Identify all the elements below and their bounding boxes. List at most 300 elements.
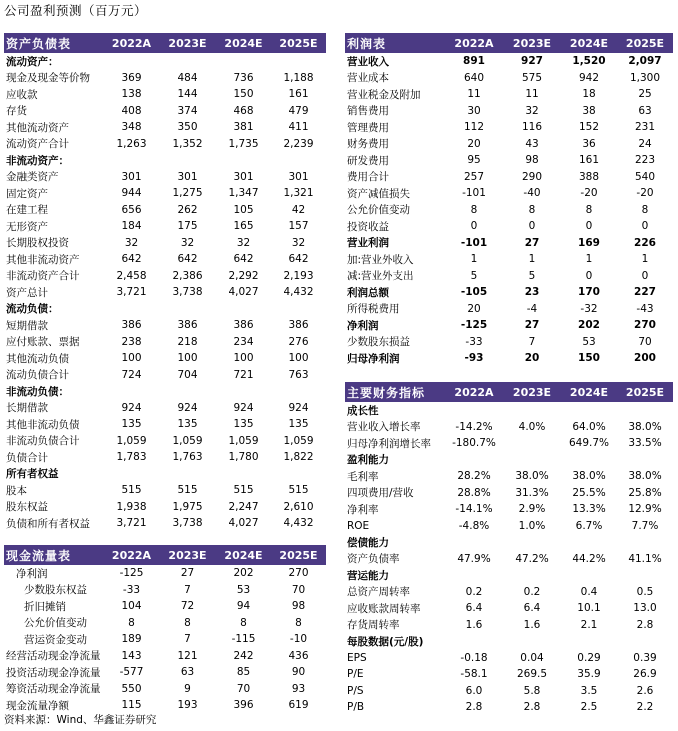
cell-value: 6.0 <box>465 684 483 697</box>
row-label: 无形资产 <box>6 220 48 233</box>
section-header-row <box>4 53 326 70</box>
cell-value <box>445 534 503 551</box>
cell-value <box>503 534 561 551</box>
row-label: 营业成本 <box>347 72 389 85</box>
cell-value: 1,059 <box>228 434 259 447</box>
cell-value: 8 <box>128 616 135 629</box>
cell-value: 8 <box>295 616 302 629</box>
cell-value <box>159 53 216 70</box>
cell-value: 20 <box>524 352 540 365</box>
row-label: 经营活动现金净流量 <box>6 650 101 663</box>
cell-value: 28.2% <box>457 470 491 483</box>
row-label: 成长性 <box>347 404 379 417</box>
cell-value <box>271 301 326 318</box>
cell-value: 1,188 <box>283 71 314 84</box>
cell-value: 1,059 <box>116 434 147 447</box>
row-label: 所有者权益 <box>6 468 59 481</box>
cell-value: 63 <box>180 666 195 679</box>
cell-value: 515 <box>177 484 198 497</box>
table-row <box>345 485 673 502</box>
table-row <box>4 70 326 87</box>
row-label: 归母净利润增长率 <box>347 437 431 450</box>
table-row <box>4 251 326 268</box>
cell-value: -14.2% <box>455 420 493 433</box>
cell-value <box>617 452 673 469</box>
cell-value: 1.0% <box>518 519 546 532</box>
row-label: 现金及现金等价物 <box>6 72 90 85</box>
cell-value <box>561 534 617 551</box>
cell-value: 24 <box>638 137 652 150</box>
cell-value: 36 <box>582 137 596 150</box>
cell-value: 1,938 <box>116 500 147 513</box>
cell-value: 0 <box>585 220 593 233</box>
cell-value: 515 <box>121 484 142 497</box>
row-label: 加:营业外收入 <box>347 253 414 266</box>
cell-value: 32 <box>291 236 306 249</box>
year-header: 2022A <box>104 33 159 53</box>
cell-value: 32 <box>525 104 539 117</box>
cell-value: -115 <box>231 633 256 646</box>
cell-value: 20 <box>467 302 481 315</box>
row-label: 在建工程 <box>6 204 48 217</box>
cell-value: 924 <box>233 401 254 414</box>
cell-value: 1,520 <box>572 55 606 68</box>
row-label: 公允价值变动 <box>24 617 87 630</box>
cell-value <box>617 402 673 419</box>
cell-value: 1,783 <box>116 451 147 464</box>
cell-value: 1,347 <box>228 187 259 200</box>
cell-value: 53 <box>236 583 251 596</box>
table-row <box>345 268 673 285</box>
row-label: 研发费用 <box>347 154 389 167</box>
cell-value: 301 <box>233 170 254 183</box>
cell-value: 257 <box>463 170 485 183</box>
cell-value: -32 <box>580 302 598 315</box>
cell-value: 1,780 <box>228 451 259 464</box>
table-row <box>345 650 673 667</box>
cell-value: 1,763 <box>172 451 203 464</box>
cell-value: -10 <box>289 633 308 646</box>
cell-value: 924 <box>177 401 198 414</box>
table-row <box>345 518 673 535</box>
cell-value: 5 <box>528 269 536 282</box>
cell-value: 44.2% <box>572 552 606 565</box>
cell-value: 640 <box>463 71 485 84</box>
cell-value: 396 <box>233 699 254 712</box>
cell-value: 2,610 <box>283 500 314 513</box>
cell-value: 736 <box>233 71 254 84</box>
table-title: 现金流量表 <box>4 545 104 565</box>
cell-value <box>104 53 159 70</box>
row-label: 营业利润 <box>347 237 389 250</box>
cell-value: 0.4 <box>580 585 598 598</box>
row-label: 折旧摊销 <box>24 600 66 613</box>
cell-value: 100 <box>288 352 309 365</box>
cell-value: 202 <box>233 567 254 580</box>
cell-value: 135 <box>121 418 142 431</box>
table-row <box>4 664 326 681</box>
cell-value: 25 <box>638 88 652 101</box>
cell-value: 1,975 <box>172 500 203 513</box>
cell-value <box>445 567 503 584</box>
cell-value: 3,738 <box>172 517 203 530</box>
cell-value: 0 <box>528 220 536 233</box>
table-row <box>345 251 673 268</box>
row-label: 非流动资产： <box>6 154 69 167</box>
cell-value: -20 <box>636 187 654 200</box>
cell-value <box>503 402 561 419</box>
cell-value: 189 <box>121 633 142 646</box>
cell-value: 1,352 <box>172 137 203 150</box>
row-label: 归母净利润 <box>347 352 400 365</box>
cell-value <box>159 383 216 400</box>
table-row <box>345 334 673 351</box>
cell-value: 386 <box>121 319 142 332</box>
cell-value: 4,027 <box>228 286 259 299</box>
cell-value: 724 <box>121 368 142 381</box>
cell-value: 270 <box>634 319 656 332</box>
cell-value: -4 <box>526 302 538 315</box>
row-label: 股东权益 <box>6 501 48 514</box>
cell-value: 157 <box>288 220 309 233</box>
row-label: 营业收入增长率 <box>347 421 421 434</box>
cell-value: 484 <box>177 71 198 84</box>
cell-value: 41.1% <box>628 552 662 565</box>
cell-value: -33 <box>465 335 483 348</box>
row-label: 资产负债率 <box>347 553 400 566</box>
cell-value <box>271 53 326 70</box>
cell-value: 38.0% <box>572 470 606 483</box>
cell-value: 3,721 <box>116 286 147 299</box>
cell-value: 135 <box>177 418 198 431</box>
cell-value: 1 <box>641 253 649 266</box>
year-header: 2022A <box>445 33 503 53</box>
cell-value: 7 <box>184 633 191 646</box>
cell-value: 98 <box>291 600 306 613</box>
cell-value: 4.0% <box>518 420 546 433</box>
cell-value: 2,386 <box>172 269 203 282</box>
cell-value: 25.5% <box>572 486 606 499</box>
row-label: 其他流动负债 <box>6 352 69 365</box>
cell-value: 301 <box>121 170 142 183</box>
cell-value: 25.8% <box>628 486 662 499</box>
table-row <box>4 268 326 285</box>
cell-value: 386 <box>233 319 254 332</box>
cell-value: 116 <box>521 121 543 134</box>
cell-value: 33.5% <box>628 437 662 450</box>
cell-value: 32 <box>180 236 195 249</box>
row-label: 投资收益 <box>347 220 389 233</box>
table-row <box>4 169 326 186</box>
cell-value: 575 <box>521 71 543 84</box>
cell-value: 2,247 <box>228 500 259 513</box>
cell-value: 0 <box>585 269 593 282</box>
cell-value: 8 <box>585 203 593 216</box>
year-header: 2023E <box>159 33 216 53</box>
row-label: 应收款 <box>6 88 38 101</box>
cell-value: 1,300 <box>629 71 661 84</box>
cell-value: 32 <box>124 236 139 249</box>
cell-value: 1.6 <box>523 618 541 631</box>
cell-value: 515 <box>233 484 254 497</box>
cell-value: 4,432 <box>283 286 314 299</box>
cell-value: 2,458 <box>116 269 147 282</box>
table-row <box>345 235 673 252</box>
table-row <box>345 666 673 683</box>
cell-value: 85 <box>236 666 251 679</box>
cell-value: 1,321 <box>283 187 314 200</box>
cell-value: 408 <box>121 104 142 117</box>
cell-value: -101 <box>460 236 488 249</box>
cell-value: 6.4 <box>465 602 483 615</box>
cell-value: 53 <box>582 335 596 348</box>
table-row <box>345 350 673 367</box>
cell-value: 100 <box>233 352 254 365</box>
cell-value: 193 <box>177 699 198 712</box>
cell-value: 3,721 <box>116 517 147 530</box>
cell-value: 227 <box>634 286 656 299</box>
cell-value: 924 <box>288 401 309 414</box>
cell-value: -43 <box>636 302 654 315</box>
cell-value: 100 <box>121 352 142 365</box>
table-row <box>4 615 326 632</box>
table-row <box>4 582 326 599</box>
row-label: 少数股东权益 <box>24 584 87 597</box>
row-label: 总资产周转率 <box>347 586 410 599</box>
table-row <box>345 501 673 518</box>
year-header: 2022A <box>445 382 503 402</box>
cell-value: 72 <box>180 600 195 613</box>
cell-value: 7 <box>528 335 536 348</box>
cell-value: -93 <box>464 352 484 365</box>
cell-value: 1,735 <box>228 137 259 150</box>
cell-value: 2.1 <box>580 618 598 631</box>
cell-value: -4.8% <box>458 519 490 532</box>
table-row <box>4 482 326 499</box>
cell-value: 891 <box>463 55 485 68</box>
table-row <box>4 565 326 582</box>
cell-value <box>271 152 326 169</box>
cell-value: 642 <box>233 253 254 266</box>
cell-value: 2,097 <box>628 55 662 68</box>
cell-value: 143 <box>121 649 142 662</box>
table-row <box>345 317 673 334</box>
row-label: ROE <box>347 519 370 532</box>
cell-value: 90 <box>291 666 306 679</box>
cell-value <box>503 435 561 452</box>
year-header: 2025E <box>271 545 326 565</box>
cell-value: 8 <box>528 203 536 216</box>
cash-flow-panel <box>4 545 326 714</box>
page-title: 公司盈利预测（百万元） <box>4 3 148 18</box>
row-label: 公允价值变动 <box>347 204 410 217</box>
cell-value: 152 <box>578 121 600 134</box>
cell-value <box>216 466 271 483</box>
cell-value: 2.8 <box>523 701 541 714</box>
cell-value: 47.9% <box>457 552 491 565</box>
cell-value: 0.39 <box>633 651 657 664</box>
cell-value <box>503 452 561 469</box>
table-row <box>345 551 673 568</box>
cell-value: 27 <box>524 236 540 249</box>
cell-value: 656 <box>121 203 142 216</box>
table-title: 利润表 <box>345 33 445 53</box>
year-header: 2024E <box>216 545 271 565</box>
row-label: 其他流动资产 <box>6 121 69 134</box>
cell-value: 161 <box>288 88 309 101</box>
cell-value: 2.5 <box>580 701 598 714</box>
cell-value: 4,027 <box>228 517 259 530</box>
cell-value <box>159 466 216 483</box>
cell-value: 0.04 <box>520 651 544 664</box>
cell-value: 23 <box>524 286 540 299</box>
cell-value <box>617 633 673 650</box>
cell-value: 218 <box>177 335 198 348</box>
cell-value: 0 <box>641 220 649 233</box>
cell-value: 2,292 <box>228 269 259 282</box>
row-label: 净利率 <box>347 503 379 516</box>
cell-value: 374 <box>177 104 198 117</box>
row-label: P/S <box>347 684 364 697</box>
cell-value <box>503 567 561 584</box>
cell-value: 0.2 <box>465 585 483 598</box>
row-label: 所得税费用 <box>347 303 400 316</box>
cell-value: 94 <box>236 600 251 613</box>
cell-value: 1,059 <box>283 434 314 447</box>
year-header: 2025E <box>271 33 326 53</box>
cell-value: 0.5 <box>636 585 654 598</box>
cell-value: 649.7% <box>568 437 610 450</box>
cell-value: 12.9% <box>628 503 662 516</box>
table-header-row <box>345 33 673 53</box>
row-label: 非流动负债合计 <box>6 435 80 448</box>
cell-value: 1 <box>528 253 536 266</box>
table-row <box>345 584 673 601</box>
cell-value: 386 <box>177 319 198 332</box>
table-row <box>345 683 673 700</box>
cell-value: 223 <box>634 154 656 167</box>
row-label: 资产减值损失 <box>347 187 410 200</box>
cell-value: 11 <box>467 88 481 101</box>
row-label: 每股数据(元/股) <box>347 635 424 648</box>
cell-value: 1 <box>585 253 593 266</box>
section-header-row <box>4 383 326 400</box>
cell-value: 8 <box>470 203 478 216</box>
table-row <box>345 419 673 436</box>
row-label: 毛利率 <box>347 470 379 483</box>
cell-value: 9 <box>184 682 191 695</box>
cell-value: 64.0% <box>572 420 606 433</box>
cell-value: -125 <box>119 567 144 580</box>
cell-value: 301 <box>177 170 198 183</box>
cell-value <box>216 53 271 70</box>
row-label: 净利润 <box>347 319 379 332</box>
row-label: 非流动负债： <box>6 385 69 398</box>
table-row <box>4 334 326 351</box>
year-header: 2023E <box>503 33 561 53</box>
cell-value <box>561 567 617 584</box>
table-row <box>4 433 326 450</box>
table-row <box>4 631 326 648</box>
year-header: 2024E <box>561 33 617 53</box>
cell-value: 100 <box>177 352 198 365</box>
cell-value: 38 <box>582 104 596 117</box>
section-header-row <box>345 534 673 551</box>
cell-value: 924 <box>121 401 142 414</box>
cell-value: 1,275 <box>172 187 203 200</box>
cell-value: -33 <box>122 583 141 596</box>
cell-value <box>561 633 617 650</box>
cell-value: 6.7% <box>575 519 603 532</box>
section-header-row <box>345 402 673 419</box>
year-header: 2023E <box>159 545 216 565</box>
table-row <box>4 598 326 615</box>
table-row <box>4 284 326 301</box>
financial-indicators-table <box>345 382 673 716</box>
table-row <box>345 136 673 153</box>
row-label: 非流动资产合计 <box>6 270 80 283</box>
row-label: 存货周转率 <box>347 619 400 632</box>
cell-value: 175 <box>177 220 198 233</box>
balance-sheet-panel <box>4 33 326 532</box>
row-label: 金融类资产 <box>6 171 59 184</box>
row-label: 四项费用/营收 <box>347 487 414 500</box>
cell-value: 8 <box>240 616 247 629</box>
cell-value: 386 <box>288 319 309 332</box>
cell-value: 63 <box>638 104 652 117</box>
table-row <box>345 152 673 169</box>
cell-value: 70 <box>236 682 251 695</box>
cell-value: -58.1 <box>460 668 488 681</box>
cell-value: 8 <box>641 203 649 216</box>
table-row <box>4 103 326 120</box>
cell-value: -180.7% <box>452 437 496 450</box>
cell-value: 388 <box>578 170 600 183</box>
table-title: 资产负债表 <box>4 33 104 53</box>
table-row <box>4 400 326 417</box>
table-row <box>345 284 673 301</box>
cell-value: 381 <box>233 121 254 134</box>
balance-sheet-table <box>4 33 326 532</box>
table-row <box>345 202 673 219</box>
cell-value: 42 <box>291 203 306 216</box>
cell-value: -105 <box>460 286 488 299</box>
cell-value: 0 <box>641 269 649 282</box>
row-label: 流动负债： <box>6 303 59 316</box>
row-label: 应付账款、票据 <box>6 336 80 349</box>
cell-value <box>561 402 617 419</box>
table-row <box>345 600 673 617</box>
cell-value: 200 <box>634 352 656 365</box>
cell-value: 642 <box>121 253 142 266</box>
year-header: 2024E <box>561 382 617 402</box>
row-label: 利润总额 <box>347 286 389 299</box>
row-label: 股本 <box>6 484 27 497</box>
cell-value: 0 <box>470 220 478 233</box>
table-row <box>4 681 326 698</box>
cell-value: 7.7% <box>631 519 659 532</box>
row-label: 固定资产 <box>6 187 48 200</box>
row-label: 流动资产： <box>6 55 59 68</box>
cell-value: 369 <box>121 71 142 84</box>
table-row <box>345 617 673 634</box>
income-statement-panel <box>345 33 673 367</box>
cell-value: 10.1 <box>577 602 601 615</box>
table-header-row <box>4 545 326 565</box>
cell-value: 2.2 <box>636 701 654 714</box>
row-label: 减:营业外支出 <box>347 270 414 283</box>
cell-value: 944 <box>121 187 142 200</box>
